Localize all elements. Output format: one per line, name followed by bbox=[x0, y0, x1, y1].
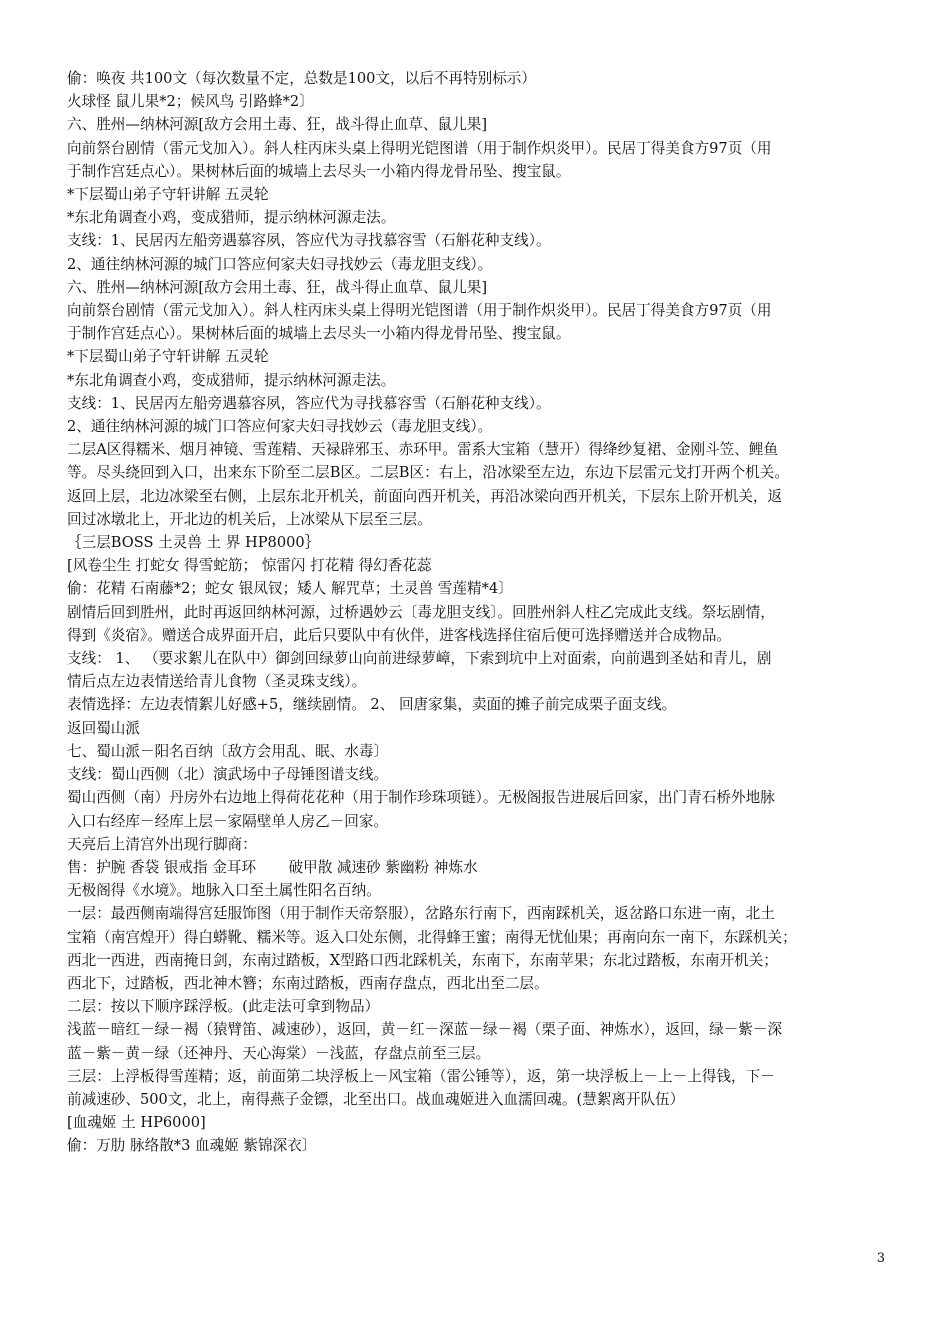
text-line: 支线：1、民居丙左船旁遇慕容夙，答应代为寻找慕容雪（石斛花种支线）。 bbox=[67, 232, 551, 250]
section-heading: 六、胜州—纳林河源[敌方会用土毒、狂，战斗得止血草、鼠儿果] bbox=[67, 278, 488, 296]
text-line: 支线： 1、 （要求絮儿在队中）御剑回绿萝山向前进绿萝嶂，下索到坑中上对面索，向前遇到圣姑和青儿，剧 bbox=[67, 650, 772, 668]
text-line: 2、通往纳林河源的城门口答应何家夫妇寻找妙云（毒龙胆支线）。 bbox=[67, 418, 493, 436]
boss-line: 偷：万肋 脉络散*3 血魂姬 紫锦深衣〕 bbox=[67, 1137, 317, 1155]
text-line: 向前祭台剧情（雷元戈加入）。斜人柱丙床头桌上得明光铠图谱（用于制作炽炎甲）。民居丁得美食方97页（用 bbox=[67, 302, 772, 320]
boss-line: ｛三层BOSS 土灵兽 土 界 HP8000｝ bbox=[67, 534, 320, 552]
text-line: [血魂姬 土 HP6000] bbox=[67, 1114, 206, 1132]
text-line: 蓝－紫－黄－绿（还神丹、天心海棠）－浅蓝，存盘点前至三层。 bbox=[67, 1044, 491, 1062]
text-line: 一层：最西侧南端得宫廷服饰图（用于制作天帝祭服），岔路东行南下，西南踩机关，返岔路口东进一南，北土 bbox=[67, 905, 775, 923]
section-heading: 六、胜州—纳林河源[敌方会用土毒、狂，战斗得止血草、鼠儿果] bbox=[67, 116, 488, 134]
text-line: 返回蜀山派 bbox=[67, 719, 140, 737]
text-line: 无极阁得《水境》。地脉入口至土属性阳名百纳。 bbox=[67, 882, 381, 900]
text-line: 偷：唤夜 共100文（每次数量不定，总数是100文，以后不再特别标示） bbox=[67, 70, 536, 87]
text-line: 蜀山西侧（南）丹房外右边地上得荷花花种（用于制作珍珠项链）。无极阁报告进展后回家，出门青石桥外地脉 bbox=[67, 789, 775, 807]
text-line: 西北一西进，西南掩日剑，东南过踏板，X型路口西北踩机关，东南下，东南苹果；东北过踏板，东南开机关； bbox=[67, 951, 778, 969]
text-line: 得到《炎宿》。赠送合成界面开启，此后只要队中有伙伴，进客栈选择住宿后便可选择赠送并合成物品。 bbox=[67, 626, 732, 644]
section-heading: 七、蜀山派－阳名百纳〔敌方会用乱、眠、水毒〕 bbox=[67, 742, 389, 760]
text-line: *东北角调查小鸡，变成猎师，提示纳林河源走法。 bbox=[67, 371, 396, 389]
text-line: 三层：上浮板得雪莲精；返，前面第二块浮板上－风宝箱（雷公锤等），返，第一块浮板上－上－上得钱，下－ bbox=[67, 1067, 775, 1085]
text-line: 回过冰墩北上，开北边的机关后，上冰梁从下层至三层。 bbox=[67, 510, 432, 528]
text-line: 二层A区得糯米、烟月神镜、雪莲精、天禄辟邪玉、赤环甲。雷系大宝箱（慧开）得绛纱复裙、金刚斗笠、鲤鱼 bbox=[67, 441, 779, 459]
text-line: 于制作宫廷点心）。果树林后面的城墙上去尽头一小箱内得龙骨吊坠、搜宝鼠。 bbox=[67, 162, 571, 180]
text-line: 二层：按以下顺序踩浮板。(此走法可拿到物品） bbox=[67, 998, 380, 1016]
text-line: 于制作宫廷点心）。果树林后面的城墙上去尽头一小箱内得龙骨吊坠、搜宝鼠。 bbox=[67, 325, 571, 343]
text-line: 向前祭台剧情（雷元戈加入）。斜人柱丙床头桌上得明光铠图谱（用于制作炽炎甲）。民居丁得美食方97页（用 bbox=[67, 139, 772, 157]
text-line: 西北下，过踏板，西北神木簪；东南过踏板，西南存盘点，西北出至二层。 bbox=[67, 974, 549, 992]
text-line: 前减速砂、500文，北上，南得燕子金镖，北至出口。战血魂姬进入血濡回魂。(慧絮离开队伍） bbox=[67, 1090, 685, 1108]
text-line: 剧情后回到胜州，此时再返回纳林河源，过桥遇妙云〔毒龙胆支线〕。回胜州斜人柱乙完成此支线。祭坛剧情， bbox=[67, 603, 775, 621]
text-line: 火球怪 鼠儿果*2；候风鸟 引路蜂*2〕 bbox=[67, 93, 314, 111]
text-line: 等。尽头绕回到入口，出来东下阶至二层B区。二层B区：右上，沿冰梁至左边，东边下层雷元戈打开两个机关。 bbox=[67, 464, 789, 482]
text-line: 支线：1、民居丙左船旁遇慕容夙，答应代为寻找慕容雪（石斛花种支线）。 bbox=[67, 394, 551, 412]
text-line: 入口右经库－经库上层－家隔壁单人房乙－回家。 bbox=[67, 812, 389, 830]
text-line: 情后点左边表情送给青儿食物（圣灵珠支线）。 bbox=[67, 673, 367, 691]
text-line: 天亮后上清宫外出现行脚商： bbox=[67, 835, 257, 853]
text-line: 表情选择：左边表情絮儿好感+5，继续剧情。 2、 回唐家集，卖面的摊子前完成栗子面支线。 bbox=[67, 696, 677, 714]
text-line: 偷：花精 石南藤*2；蛇女 银凤钗；矮人 解咒草；土灵兽 雪莲精*4〕 bbox=[67, 580, 513, 598]
text-line: *下层蜀山弟子守轩讲解 五灵轮 bbox=[67, 186, 269, 204]
page-number: 3 bbox=[876, 1251, 885, 1266]
text-line: *东北角调查小鸡，变成猎师，提示纳林河源走法。 bbox=[67, 209, 396, 227]
text-line: [风卷尘生 打蛇女 得雪蛇筋； 惊雷闪 打花精 得幻香花蕊 bbox=[67, 557, 432, 575]
text-line: 浅蓝－暗红－绿－褐（猿臂笛、减速砂），返回，黄－红－深蓝－绿－褐（栗子面、神炼水），返回，绿－紫－深 bbox=[67, 1021, 783, 1039]
text-line: 2、通往纳林河源的城门口答应何家夫妇寻找妙云（毒龙胆支线）。 bbox=[67, 255, 493, 273]
text-line: 支线：蜀山西侧（北）演武场中子母锤图谱支线。 bbox=[67, 766, 389, 784]
document-body bbox=[67, 67, 887, 1158]
text-line: 售：护腕 香袋 银戒指 金耳环 破甲散 减速砂 紫幽粉 神炼水 bbox=[67, 858, 478, 876]
text-line: 返回上层，北边冰梁至右侧，上层东北开机关，前面向西开机关，再沿冰梁向西开机关，下层东上阶开机关，返 bbox=[67, 487, 783, 505]
text-line: *下层蜀山弟子守轩讲解 五灵轮 bbox=[67, 348, 269, 366]
text-line: 宝箱（南宫煌开）得白蟒靴、糯米等。返入口处东侧，北得蜂王蜜；南得无忧仙果；再南向东一南下，东踩机关； bbox=[67, 928, 797, 946]
